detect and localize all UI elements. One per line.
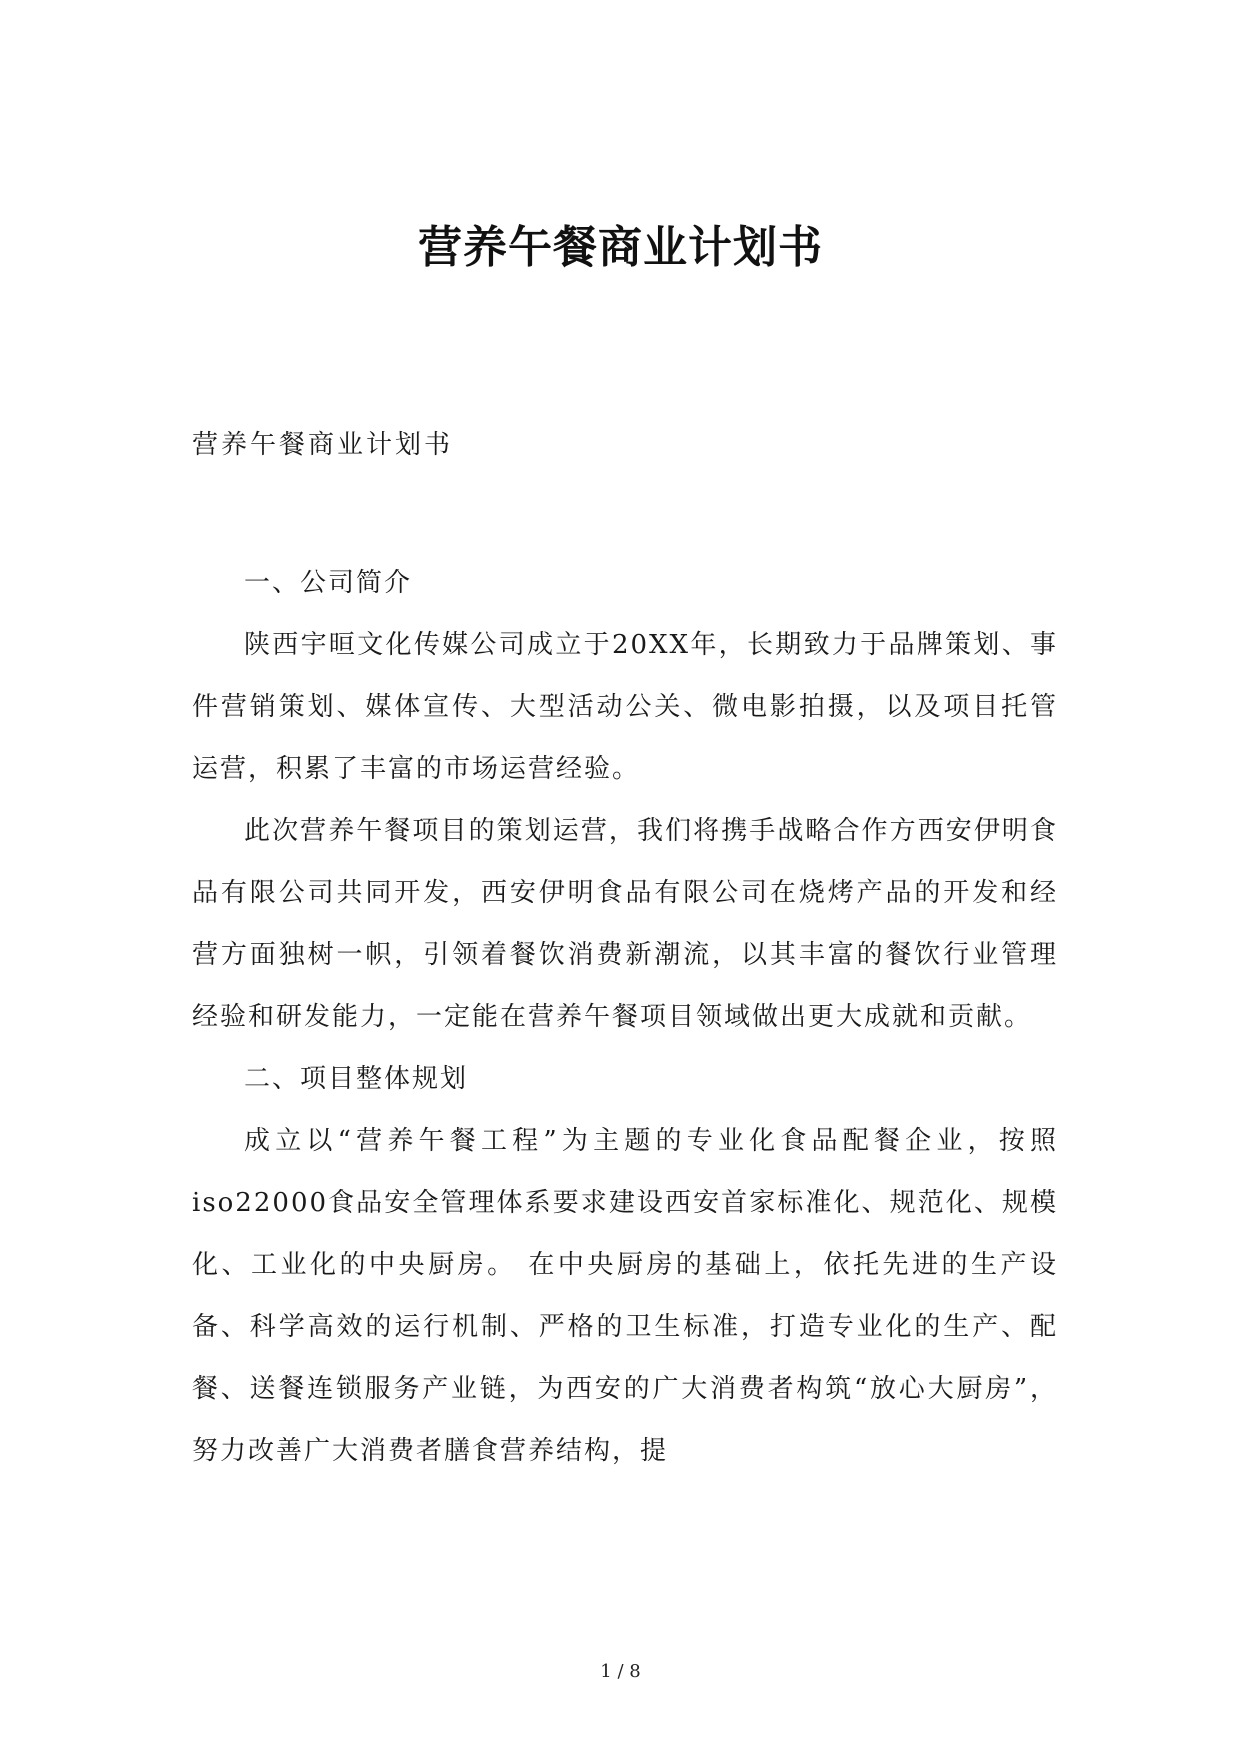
document-body [192, 552, 1058, 1482]
document-subtitle: 营养午餐商业计划书 [192, 430, 454, 460]
section-heading-project-plan: 二、项目整体规划 [244, 1064, 469, 1094]
paragraph-company-intro: 陕西宇晅文化传媒公司成立于20XX年，长期致力于品牌策划、事件营销策划、媒体宣传、大型活动公关、微电影拍摄，以及项目托管运营，积累了丰富的市场运营经验。 [192, 630, 1058, 784]
paragraph-project-plan: 成立以“营养午餐工程”为主题的专业化食品配餐企业，按照iso22000食品安全管理体系要求建设西安首家标准化、规范化、规模化、工业化的中央厨房。 在中央厨房的基础上，依托先进的生产设备、科学高效的运行机制、严格的卫生标准，打造专业化的生产、配餐、送餐连锁服务产业链，为西安的广大消费者构筑“放心大厨房”，努力改善广大消费者膳食营养结构，提 [192, 1126, 1058, 1466]
paragraph-partnership: 此次营养午餐项目的策划运营，我们将携手战略合作方西安伊明食品有限公司共同开发，西安伊明食品有限公司在烧烤产品的开发和经营方面独树一帜，引领着餐饮消费新潮流，以其丰富的餐饮行业管理经验和研发能力，一定能在营养午餐项目领域做出更大成就和贡献。 [192, 816, 1058, 1032]
document-title: 营养午餐商业计划书 [418, 222, 823, 273]
page-number: 1 / 8 [600, 1661, 641, 1682]
section-heading-company-intro: 一、公司简介 [244, 568, 413, 598]
